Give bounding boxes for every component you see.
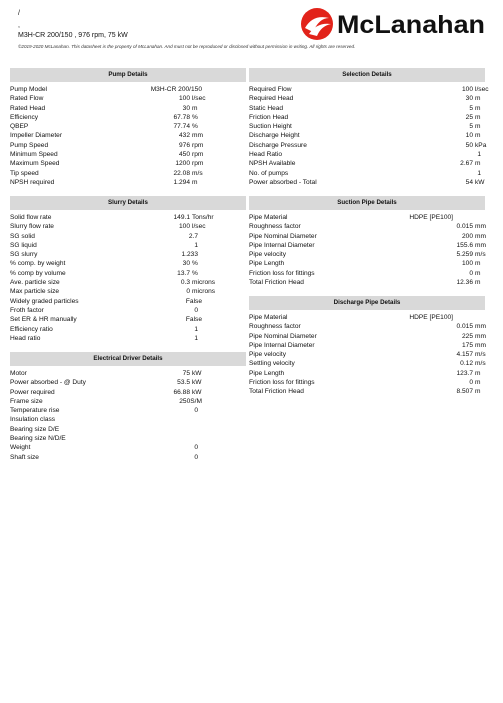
suction-row-value: 155.6: [456, 241, 473, 249]
pump-row-value: 22.08: [173, 169, 190, 177]
selection-row: [249, 142, 485, 151]
selection-details-title: Selection Details: [249, 68, 485, 82]
electrical-row-value: 0: [194, 444, 198, 452]
pump-details-title: Pump Details: [10, 68, 246, 82]
slurry-row-label: % comp. by weight: [10, 260, 66, 268]
slurry-row: [10, 326, 246, 335]
discharge-row-label: Settling velocity: [249, 360, 295, 368]
suction-row-value: 100: [461, 260, 473, 268]
pump-row-unit: %: [192, 123, 198, 131]
svg-text:McLanahan: McLanahan: [337, 11, 485, 39]
slurry-row: [10, 223, 246, 232]
suction-row: [249, 214, 485, 223]
discharge-row: [249, 323, 485, 332]
selection-row-value: 30: [465, 95, 473, 103]
slurry-row-value: False: [185, 297, 202, 305]
suction-row-unit: m: [475, 269, 481, 277]
selection-row-value: 25: [465, 113, 473, 121]
discharge-row-value: HDPE [PE100]: [409, 314, 453, 321]
slurry-row: [10, 233, 246, 242]
discharge-row-unit: m: [475, 369, 481, 377]
slurry-row-label: % comp by volume: [10, 269, 66, 277]
slurry-row-unit: %: [192, 269, 198, 277]
discharge-row-label: Roughness factor: [249, 323, 301, 331]
pump-row-unit: m: [192, 178, 198, 186]
suction-row-value: 200: [461, 232, 473, 240]
slurry-row-value: 2.7: [188, 232, 198, 240]
electrical-row-label: Temperature rise: [10, 407, 60, 415]
slurry-row: [10, 251, 246, 260]
suction-row: [249, 223, 485, 232]
pump-row-label: Efficiency: [10, 113, 39, 121]
slurry-row-value: 0: [186, 288, 190, 296]
pump-row-label: Pump Model: [10, 86, 48, 93]
electrical-row-unit: kW: [192, 379, 202, 387]
suction-pipe-rows: [249, 214, 485, 288]
pump-row-value: 432: [178, 132, 190, 140]
electrical-row-value: 250S/M: [179, 397, 202, 405]
suction-row-label: Total Friction Head: [249, 279, 304, 287]
slurry-row-label: SG solid: [10, 232, 35, 240]
mclanahan-logo: [299, 6, 489, 42]
slurry-row-value: 0.3: [180, 279, 190, 287]
electrical-row-label: Insulation class: [10, 416, 56, 424]
selection-row-label: Discharge Pressure: [249, 141, 307, 149]
slurry-row: [10, 270, 246, 279]
slurry-details-section: [10, 196, 246, 344]
selection-row-unit: m: [475, 160, 481, 168]
discharge-row: [249, 379, 485, 388]
suction-row-value: 5.259: [456, 251, 473, 259]
slurry-row-value: False: [185, 316, 202, 324]
discharge-pipe-title: Discharge Pipe Details: [249, 296, 485, 310]
discharge-row: [249, 333, 485, 342]
selection-row: [249, 179, 485, 188]
pump-row: [10, 151, 246, 160]
discharge-row-value: 0.015: [456, 323, 473, 331]
slurry-row-unit: microns: [192, 288, 216, 296]
slurry-row: [10, 288, 246, 297]
electrical-row-label: Bearing size D/E: [10, 425, 60, 433]
selection-row-label: Static Head: [249, 104, 284, 112]
selection-row-unit: m: [475, 113, 481, 121]
slurry-row: [10, 298, 246, 307]
pump-row-label: Impeller Diameter: [10, 132, 63, 140]
selection-row: [249, 105, 485, 114]
slurry-row-label: Set ER & HR manually: [10, 316, 77, 324]
slurry-row-label: Slurry flow rate: [10, 223, 54, 231]
pump-row-unit: l/sec: [192, 95, 206, 103]
selection-row-label: Power absorbed - Total: [249, 178, 317, 186]
selection-details-section: [249, 68, 489, 188]
selection-row: [249, 123, 485, 132]
selection-row: [249, 151, 485, 160]
slurry-row-label: Froth factor: [10, 306, 44, 314]
pump-row-label: Rated Flow: [10, 95, 44, 103]
slurry-row: [10, 335, 246, 344]
pump-row: [10, 114, 246, 123]
discharge-row-unit: m/s: [475, 351, 486, 359]
pump-row-unit: m/s: [192, 169, 203, 177]
pump-row-label: QBEP: [10, 123, 29, 131]
pump-row: [10, 105, 246, 114]
discharge-row-unit: mm: [475, 341, 486, 349]
slurry-row-value: 1: [194, 325, 198, 333]
pump-row-unit: m: [192, 104, 198, 112]
pump-row-label: Tip speed: [10, 169, 39, 177]
selection-details-rows: [249, 86, 489, 188]
electrical-row-label: Frame size: [10, 397, 43, 405]
pump-row-label: Maximum Speed: [10, 160, 60, 168]
slurry-row: [10, 279, 246, 288]
electrical-row-label: Power required: [10, 388, 55, 396]
suction-pipe-section: [249, 196, 485, 288]
selection-row-label: Head Ratio: [249, 151, 282, 159]
suction-pipe-title: Suction Pipe Details: [249, 196, 485, 210]
suction-row-value: HDPE [PE100]: [409, 214, 453, 221]
suction-row-value: 12.36: [456, 279, 473, 287]
selection-row-unit: m: [475, 104, 481, 112]
slurry-row-value: 13.7: [177, 269, 190, 277]
electrical-row: [10, 407, 246, 416]
pump-row: [10, 95, 246, 104]
selection-row-unit: l/sec: [475, 86, 489, 93]
selection-row: [249, 95, 485, 104]
slurry-row-label: SG liquid: [10, 241, 37, 249]
electrical-row-value: 75: [182, 370, 190, 377]
pump-row: [10, 179, 246, 188]
suction-row-label: Pipe Internal Diameter: [249, 241, 315, 249]
slurry-details-rows: [10, 214, 246, 344]
selection-row-unit: m: [475, 132, 481, 140]
pump-row-unit: rpm: [192, 141, 204, 149]
suction-row-label: Pipe Material: [249, 214, 288, 221]
pump-row-label: Rated Head: [10, 104, 46, 112]
slurry-row-label: Widely graded particles: [10, 297, 79, 305]
electrical-row: [10, 389, 246, 398]
selection-row-label: NPSH Available: [249, 160, 296, 168]
suction-row-unit: mm: [475, 232, 486, 240]
suction-row-label: Pipe velocity: [249, 251, 287, 259]
suction-row: [249, 279, 485, 288]
suction-row-unit: m: [475, 260, 481, 268]
electrical-driver-section: [10, 352, 246, 463]
pump-row: [10, 86, 246, 95]
suction-row-label: Friction loss for fittings: [249, 269, 315, 277]
suction-row-value: 0.015: [456, 223, 473, 231]
selection-row-value: 10: [465, 132, 473, 140]
pump-row: [10, 132, 246, 141]
selection-row-unit: m: [475, 95, 481, 103]
electrical-row-value: 66.88: [173, 388, 190, 396]
electrical-row: [10, 416, 246, 425]
electrical-row: [10, 435, 246, 444]
pump-row-value: 67.78: [173, 113, 190, 121]
discharge-pipe-section: [249, 296, 485, 398]
electrical-row-label: Motor: [10, 370, 27, 377]
discharge-row-unit: mm: [475, 332, 486, 340]
discharge-row: [249, 342, 485, 351]
suction-row-label: Pipe Length: [249, 260, 285, 268]
electrical-row-value: 53.5: [177, 379, 190, 387]
selection-row: [249, 170, 485, 179]
pump-row-value: 100: [178, 95, 190, 103]
suction-row-label: Roughness factor: [249, 223, 301, 231]
electrical-row: [10, 426, 246, 435]
discharge-row-label: Pipe Internal Diameter: [249, 341, 315, 349]
suction-row-unit: mm: [475, 223, 486, 231]
slurry-row: [10, 242, 246, 251]
discharge-row-value: 0.12: [460, 360, 473, 368]
electrical-row: [10, 444, 246, 453]
electrical-row-value: 0: [194, 407, 198, 415]
pump-row: [10, 170, 246, 179]
pump-row-unit: rpm: [192, 160, 204, 168]
slurry-row-value: 1: [194, 334, 198, 342]
slurry-row: [10, 214, 246, 223]
discharge-row-label: Friction loss for fittings: [249, 379, 315, 387]
suction-row: [249, 251, 485, 260]
electrical-row-label: Shaft size: [10, 453, 39, 461]
electrical-row-unit: kW: [192, 388, 202, 396]
selection-row-label: Required Flow: [249, 86, 292, 93]
selection-row-value: 2.67: [460, 160, 473, 168]
suction-row-unit: mm: [475, 241, 486, 249]
pump-row-value: 1200: [175, 160, 190, 168]
selection-row-label: Required Head: [249, 95, 294, 103]
discharge-row: [249, 360, 485, 369]
slurry-row-value: 30: [182, 260, 190, 268]
electrical-driver-title: Electrical Driver Details: [10, 352, 246, 366]
discharge-row-unit: m/s: [475, 360, 486, 368]
slurry-row: [10, 307, 246, 316]
pump-row: [10, 142, 246, 151]
pump-row-value: 77.74: [173, 123, 190, 131]
copyright-notice: ©2019-2020 McLanahan. This datasheet is the property of McLanahan. And must not be reproduced or disclosed without permission in writing. All rights are reserved.: [18, 44, 356, 49]
pump-row-label: NPSH required: [10, 178, 55, 186]
selection-row-unit: kW: [475, 178, 485, 186]
slurry-row: [10, 316, 246, 325]
discharge-row-value: 123.7: [456, 369, 473, 377]
discharge-row-label: Pipe Length: [249, 369, 285, 377]
selection-row-unit: kPa: [475, 141, 487, 149]
suction-row-value: 0: [469, 269, 473, 277]
pump-row: [10, 160, 246, 169]
electrical-row-value: 0: [194, 453, 198, 461]
header-line-1: /: [18, 10, 20, 17]
slurry-row-value: 100: [178, 223, 190, 231]
slurry-row-unit: Tons/hr: [192, 214, 214, 221]
slurry-row-unit: %: [192, 260, 198, 268]
electrical-row-unit: kW: [192, 370, 202, 377]
suction-row: [249, 270, 485, 279]
suction-row-unit: m/s: [475, 251, 486, 259]
discharge-row: [249, 370, 485, 379]
electrical-row: [10, 398, 246, 407]
discharge-row-label: Pipe velocity: [249, 351, 287, 359]
discharge-row-unit: m: [475, 379, 481, 387]
slurry-row-value: 1: [194, 241, 198, 249]
suction-row-label: Pipe Nominal Diameter: [249, 232, 317, 240]
selection-row: [249, 114, 485, 123]
electrical-row: [10, 454, 246, 463]
datasheet-title: M3H-CR 200/150 , 976 rpm, 75 kW: [18, 32, 128, 39]
selection-row-value: 100: [461, 86, 473, 93]
selection-row-value: 5: [469, 104, 473, 112]
discharge-row: [249, 388, 485, 397]
slurry-row-value: 0: [194, 306, 198, 314]
discharge-row-label: Pipe Material: [249, 314, 288, 321]
discharge-row-unit: m: [475, 388, 481, 396]
pump-row-value: 976: [178, 141, 190, 149]
discharge-row: [249, 314, 485, 323]
slurry-row-label: Ave. particle size: [10, 279, 60, 287]
discharge-row-label: Pipe Nominal Diameter: [249, 332, 317, 340]
slurry-row-label: Solid flow rate: [10, 214, 52, 221]
discharge-row-value: 0: [469, 379, 473, 387]
slurry-details-title: Slurry Details: [10, 196, 246, 210]
pump-row: [10, 123, 246, 132]
discharge-pipe-rows: [249, 314, 485, 398]
discharge-row-label: Total Friction Head: [249, 388, 304, 396]
discharge-row: [249, 351, 485, 360]
pump-details-section: [10, 68, 246, 188]
pump-row-value: 30: [182, 104, 190, 112]
selection-row-value: 50: [465, 141, 473, 149]
pump-row-unit: mm: [192, 132, 203, 140]
pump-row-unit: rpm: [192, 151, 204, 159]
selection-row-label: No. of pumps: [249, 169, 289, 177]
electrical-row-label: Power absorbed - @ Duty: [10, 379, 86, 387]
pump-row-value: 1.294: [173, 178, 190, 186]
suction-row: [249, 242, 485, 251]
pump-row-unit: %: [192, 113, 198, 121]
slurry-row-label: SG slurry: [10, 251, 38, 259]
slurry-row-value: 1.233: [181, 251, 198, 259]
selection-row-label: Suction Height: [249, 123, 292, 131]
electrical-row: [10, 370, 246, 379]
slurry-row-label: Max particle size: [10, 288, 60, 296]
selection-row-value: 1: [477, 169, 481, 177]
selection-row: [249, 86, 489, 95]
header-line-2: ,: [18, 22, 20, 29]
discharge-row-value: 4.157: [456, 351, 473, 359]
suction-row: [249, 260, 485, 269]
selection-row-value: 54: [465, 178, 473, 186]
discharge-row-value: 225: [461, 332, 473, 340]
slurry-row-unit: l/sec: [192, 223, 206, 231]
electrical-row-label: Weight: [10, 444, 31, 452]
suction-row: [249, 233, 485, 242]
slurry-row: [10, 260, 246, 269]
pump-row-label: Minimum Speed: [10, 151, 58, 159]
pump-row-label: Pump Speed: [10, 141, 49, 149]
discharge-row-value: 175: [461, 341, 473, 349]
selection-row: [249, 132, 485, 141]
electrical-row-label: Bearing size N/D/E: [10, 435, 66, 443]
selection-row-label: Friction Head: [249, 113, 289, 121]
selection-row-value: 5: [469, 123, 473, 131]
slurry-row-value: 149.1: [173, 214, 190, 221]
selection-row-unit: m: [475, 123, 481, 131]
suction-row-unit: m: [475, 279, 481, 287]
electrical-row: [10, 379, 246, 388]
pump-row-value: M3H-CR 200/150: [150, 86, 202, 93]
electrical-driver-rows: [10, 370, 246, 463]
pump-details-rows: [10, 86, 246, 188]
pump-row-value: 450: [178, 151, 190, 159]
discharge-row-unit: mm: [475, 323, 486, 331]
discharge-row-value: 8.507: [456, 388, 473, 396]
selection-row: [249, 160, 485, 169]
selection-row-value: 1: [477, 151, 481, 159]
selection-row-label: Discharge Height: [249, 132, 300, 140]
slurry-row-label: Head ratio: [10, 334, 41, 342]
slurry-row-label: Efficiency ratio: [10, 325, 53, 333]
slurry-row-unit: microns: [192, 279, 216, 287]
